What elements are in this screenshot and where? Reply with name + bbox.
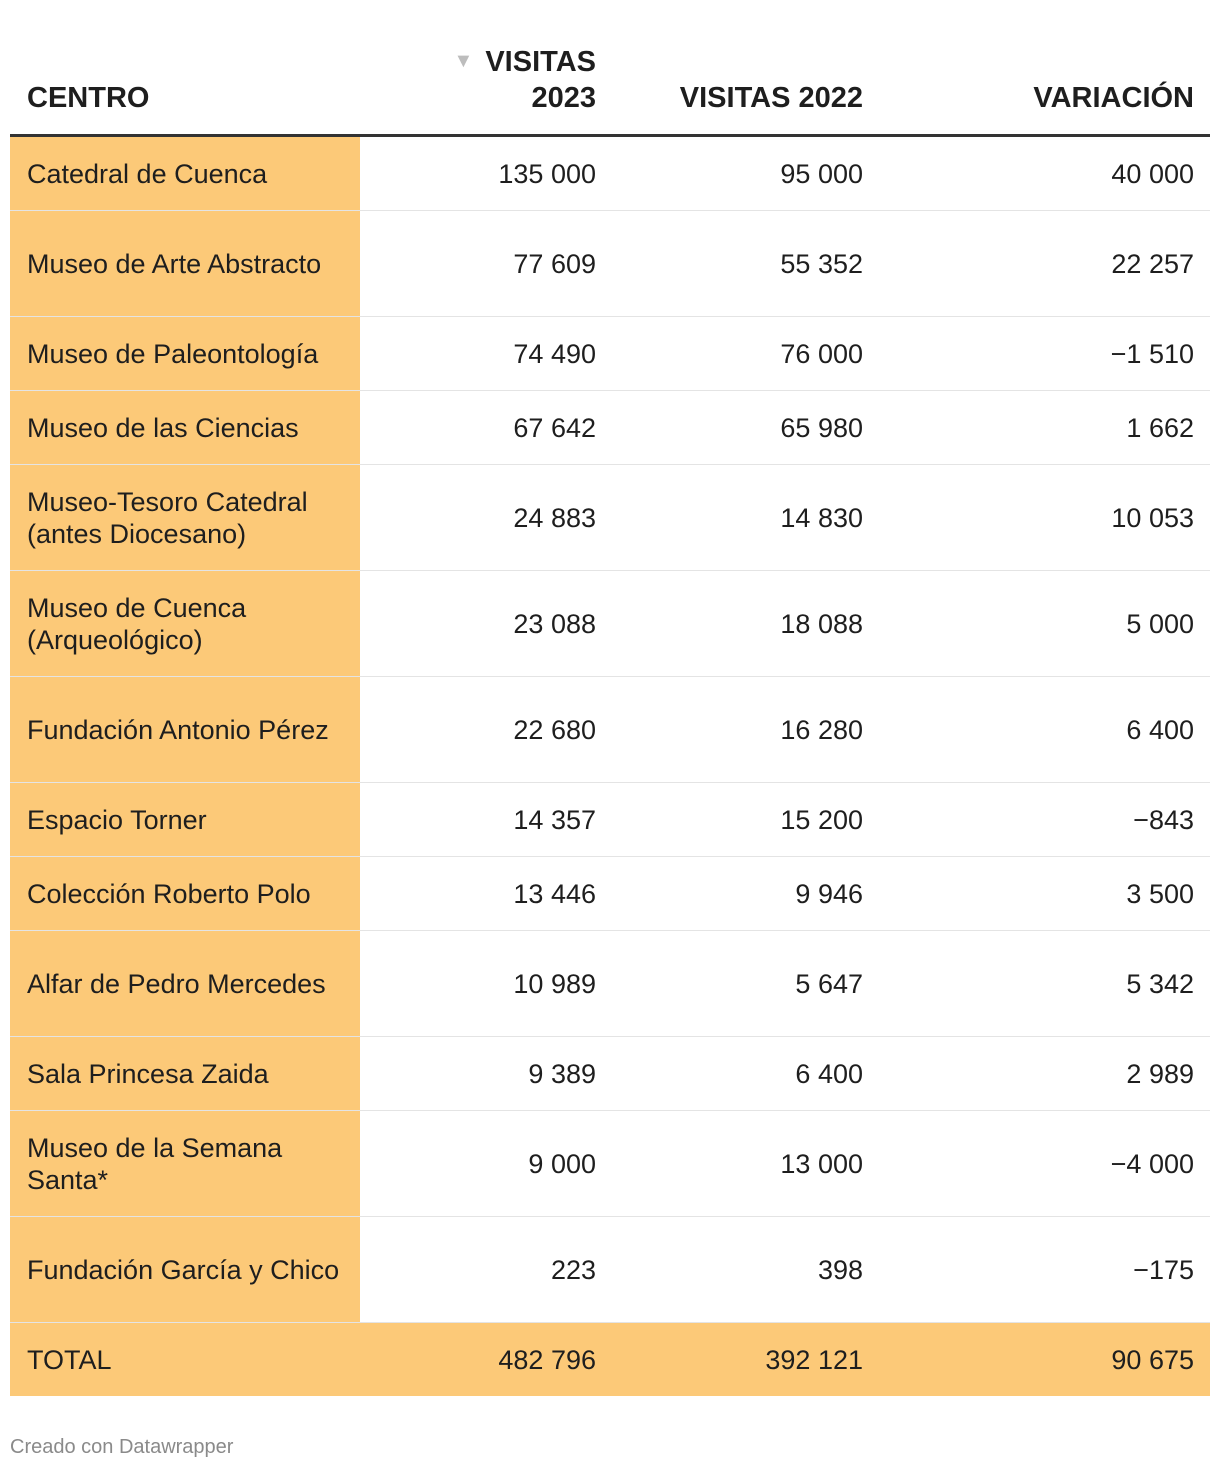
cell-visitas-2022: 65 980 [780,412,863,443]
cell-variacion: 5 000 [1126,608,1194,639]
cell-centro: Alfar de Pedro Mercedes [10,931,360,1036]
table-row [10,211,1210,317]
cell-variacion: 1 662 [1126,412,1194,443]
table-row [10,317,1210,391]
cell-variacion: −843 [1133,804,1194,835]
cell-visitas-2022: 6 400 [795,1058,863,1089]
table-row [10,571,1210,677]
cell-centro: Museo de la Semana Santa* [10,1111,360,1216]
table-row [10,465,1210,571]
cell-centro: Museo-Tesoro Catedral (antes Diocesano) [10,465,360,570]
cell-centro: Espacio Torner [10,783,360,856]
cell-variacion: −175 [1133,1254,1194,1285]
table-row [10,677,1210,783]
cell-visitas-2022: 18 088 [780,608,863,639]
cell-centro: Museo de Arte Abstracto [10,211,360,316]
total-visitas-2022: 392 121 [765,1344,863,1375]
cell-visitas-2023: 13 446 [513,878,596,909]
cell-visitas-2022: 76 000 [780,338,863,369]
cell-visitas-2023: 22 680 [513,714,596,745]
cell-variacion: 40 000 [1111,158,1194,189]
cell-visitas-2023: 77 609 [513,248,596,279]
cell-variacion: 5 342 [1126,968,1194,999]
total-variacion: 90 675 [1111,1344,1194,1375]
header-variacion[interactable]: VARIACIÓN [1033,82,1194,114]
cell-variacion: −4 000 [1110,1148,1194,1179]
cell-centro: Fundación Antonio Pérez [10,677,360,782]
cell-variacion: 10 053 [1111,502,1194,533]
cell-visitas-2022: 14 830 [780,502,863,533]
cell-variacion: 22 257 [1111,248,1194,279]
cell-visitas-2023: 223 [550,1254,596,1285]
table-row [10,1111,1210,1217]
header-visitas-2023-line1: VISITAS [485,46,596,78]
cell-visitas-2023: 10 989 [513,968,596,999]
cell-centro: Sala Princesa Zaida [10,1037,360,1110]
cell-variacion: 3 500 [1126,878,1194,909]
cell-visitas-2023: 9 000 [528,1148,596,1179]
cell-visitas-2022: 5 647 [795,968,863,999]
cell-visitas-2022: 9 946 [795,878,863,909]
table-header [10,0,1210,137]
cell-centro: Museo de las Ciencias [10,391,360,464]
cell-visitas-2022: 55 352 [780,248,863,279]
table-row [10,1217,1210,1323]
cell-centro: Colección Roberto Polo [10,857,360,930]
cell-visitas-2023: 74 490 [513,338,596,369]
cell-visitas-2023: 9 389 [528,1058,596,1089]
cell-visitas-2022: 15 200 [780,804,863,835]
cell-visitas-2022: 95 000 [780,158,863,189]
cell-visitas-2023: 24 883 [513,502,596,533]
cell-centro: Fundación García y Chico [10,1217,360,1322]
cell-centro: Museo de Paleontología [10,317,360,390]
table-row [10,857,1210,931]
cell-variacion: 2 989 [1126,1058,1194,1089]
cell-visitas-2023: 14 357 [513,804,596,835]
table-row [10,783,1210,857]
cell-visitas-2023: 67 642 [513,412,596,443]
table-row [10,931,1210,1037]
cell-centro: Catedral de Cuenca [10,137,360,210]
total-row [10,1323,1210,1396]
header-centro[interactable]: CENTRO [27,82,150,114]
header-visitas-2023-line2: 2023 [531,82,596,114]
cell-visitas-2022: 398 [817,1254,863,1285]
table-row [10,137,1210,211]
cell-variacion: 6 400 [1126,714,1194,745]
total-label: TOTAL [27,1344,112,1375]
cell-visitas-2022: 13 000 [780,1148,863,1179]
visits-table [10,0,1210,1396]
cell-visitas-2023: 135 000 [498,158,596,189]
table-body [10,137,1210,1323]
cell-visitas-2022: 16 280 [780,714,863,745]
table-row [10,391,1210,465]
cell-visitas-2023: 23 088 [513,608,596,639]
cell-centro: Museo de Cuenca (Arqueológico) [10,571,360,676]
header-visitas-2023[interactable] [454,43,596,116]
sort-desc-icon: ▼ [453,50,474,72]
footer-credit[interactable]: Creado con Datawrapper [10,1436,234,1458]
table-row [10,1037,1210,1111]
header-visitas-2022[interactable]: VISITAS 2022 [679,82,863,114]
cell-variacion: −1 510 [1110,338,1194,369]
total-visitas-2023: 482 796 [498,1344,596,1375]
